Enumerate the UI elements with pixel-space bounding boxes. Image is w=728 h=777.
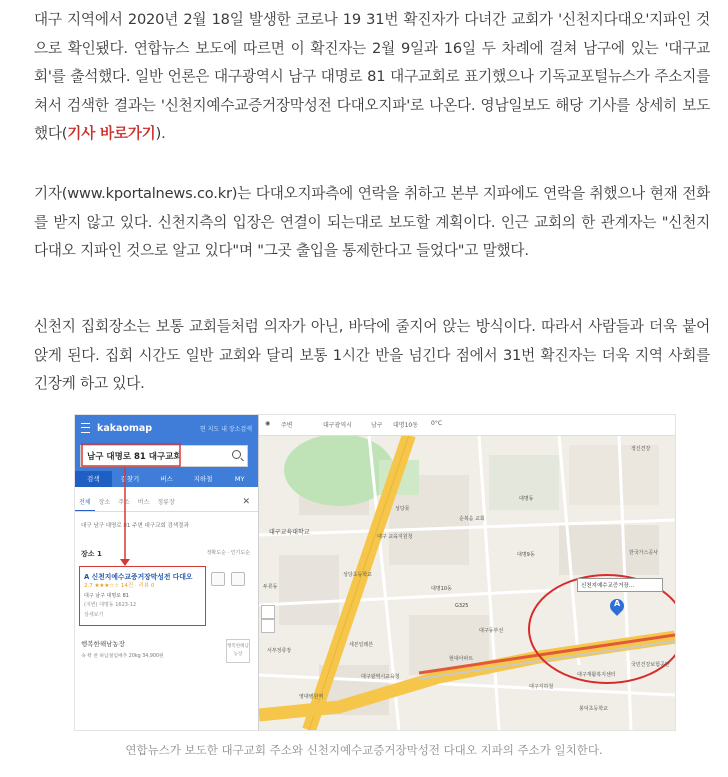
menu-icon[interactable] [81, 423, 90, 433]
result-jibun: (지번) 대명동 1623-12 [84, 602, 137, 608]
map-label: 서부정류장 [267, 648, 292, 654]
result-rating: 2.7 ★★★☆☆ 14건 · 리뷰 0 [84, 583, 155, 589]
map-label: 성당초등학교 [343, 572, 372, 578]
figure-caption: 연합뉴스가 보도한 대구교회 주소와 신천지예수교증거장막성전 다대오 지파의 주소가 일치한다. [125, 743, 603, 757]
map-label: 대구재활복지센터 [577, 672, 616, 678]
subtab-bus[interactable]: 버스 [137, 499, 150, 506]
paragraph-1-text: 대구 지역에서 2020년 2월 18일 발생한 코로나 19 31번 확진자가 다녀간 교회가 '신천지다대오'지파인 것으로 확인됐다. 연합뉴스 보도에 따르면 이 확진자는 2월 9일과 16일 두 차례에 걸쳐 남구에 있는 '대구교회'를 출석했다. 일반 언론은 대구광역시 남구 대명로 81 대구교회로 표기했으나 기독교포털뉴스가 주소지를 쳐서 검색한 결과는 '신천지예수교증거장막성전 다대오지파'로 나온다. 영남일보도 해당 기사를 상세히 보도했다( [34, 11, 710, 142]
map-label: 대구지하철 [529, 684, 554, 690]
close-icon[interactable]: ✕ [242, 497, 250, 507]
area-search-link[interactable]: 현 지도 내 장소검색 [199, 426, 252, 433]
map-label: 정신건강 [631, 446, 651, 452]
paragraph-1 [34, 6, 710, 149]
bookmark-icon[interactable] [231, 572, 245, 586]
ad-thumbnail[interactable]: 행복한해남농장 [226, 639, 250, 663]
map-label: 세븐일레븐 [349, 642, 374, 648]
location-pin-icon[interactable]: ◉ [265, 420, 271, 427]
map-label: 현대아파트 [449, 656, 474, 662]
subtab-stop[interactable]: 정류장 [157, 499, 175, 506]
tab-my[interactable]: MY [234, 475, 245, 483]
tab-bus[interactable]: 버스 [160, 475, 173, 483]
subtab-place[interactable]: 장소 [98, 499, 111, 506]
panel-header [75, 415, 258, 487]
map-label: 대명9동 [517, 552, 535, 558]
map-label: 대구 교육지원청 [377, 534, 413, 540]
map-search-panel [75, 415, 259, 730]
zoom-in-button[interactable] [261, 605, 275, 619]
map-label: 국민건강보험공단 [631, 662, 670, 668]
map-canvas [259, 415, 675, 730]
toolbar-city[interactable]: 대구광역시 [323, 422, 352, 429]
sort-options[interactable]: 정확도순 · 인기도순 [206, 550, 250, 556]
map-label: 대구광역시교육청 [361, 674, 400, 680]
ad-result-desc: 속 꽉 찬 하남절임배추 20kg 34,900원 [81, 654, 164, 659]
map-search-input[interactable] [80, 445, 248, 467]
map-toolbar [259, 415, 675, 436]
search-value: 남구 대명로 81 대구교회 [87, 452, 182, 462]
map-label: 영대병원역 [299, 694, 324, 700]
map-screenshot-figure [74, 414, 676, 731]
subtab-all[interactable]: 전체 [75, 495, 95, 511]
result-name: A 신천지예수교증거장막성전 다대오 [84, 573, 193, 581]
panel-tabs [75, 471, 258, 487]
toolbar-weather: 0°C [431, 420, 443, 427]
map-label: G325 [455, 603, 469, 609]
map-label: 성당못 [395, 506, 410, 512]
map-label: 대명10동 [431, 586, 452, 592]
ad-result-name[interactable]: 행복한해남농장 [81, 640, 125, 648]
map-view[interactable] [259, 415, 675, 730]
tab-search[interactable]: 검색 [75, 471, 112, 487]
map-label: 한국가스공사 [629, 550, 658, 556]
subtab-address[interactable]: 주소 [118, 499, 130, 506]
search-hint: 대구 남구 대명로 81 주변 대구교회 검색결과 [81, 523, 189, 529]
map-label: 대구동부선 [479, 628, 504, 634]
result-subtabs [75, 495, 258, 512]
result-address: 대구 남구 대명로 81 [84, 593, 129, 599]
map-label: 봉덕초등학교 [579, 706, 608, 712]
search-result-item[interactable] [79, 566, 206, 626]
map-label: 두류동 [263, 584, 278, 590]
result-detail-link[interactable]: 상세보기 [84, 612, 104, 618]
map-label: 대구교육대학교 [269, 529, 310, 536]
toolbar-dong[interactable]: 대명10동 [393, 422, 419, 429]
tab-directions[interactable]: 길찾기 [120, 475, 140, 483]
kakaomap-logo: kakaomap [97, 423, 153, 434]
article-link[interactable]: 기사 바로가기 [67, 125, 156, 142]
toolbar-district[interactable]: 남구 [371, 422, 383, 429]
toolbar-nearby[interactable]: 주변 [281, 422, 293, 429]
map-label: 순복음 교회 [459, 516, 485, 522]
tab-subway[interactable]: 지하철 [193, 475, 213, 483]
result-count: 장소 1 [81, 550, 102, 558]
route-icon[interactable] [211, 572, 225, 586]
paragraph-2: 기자(www.kportalnews.co.kr)는 다대오지파측에 연락을 취하고 본부 지파에도 연락을 취했으나 현재 전화를 받지 않고 있다. 신천지측의 입장은 연결이 되는대로 보도할 계획이다. 인근 교회의 한 관계자는 "신천지 다대오 지파인 것으로 알고 있다"며 "그곳 출입을 통제한다고 들었다"고 말했다. [34, 185, 710, 259]
paragraph-3: 신천지 집회장소는 보통 교회들처럼 의자가 아닌, 바닥에 줄지어 앉는 방식이다. 따라서 사람들과 더욱 붙어 앉게 된다. 집회 시간도 일반 교회와 달리 보통 1시간 반을 넘긴다 점에서 31번 확진자는 더욱 지역 사회를 긴장케 하고 있다. [34, 318, 710, 392]
zoom-out-button[interactable] [261, 619, 275, 633]
place-callout[interactable]: 신천지예수교증거장... [577, 578, 663, 592]
map-pin-label: A [614, 599, 621, 608]
paragraph-1-end: ). [155, 125, 166, 142]
search-icon[interactable] [232, 450, 241, 459]
map-label: 대명동 [519, 496, 534, 502]
